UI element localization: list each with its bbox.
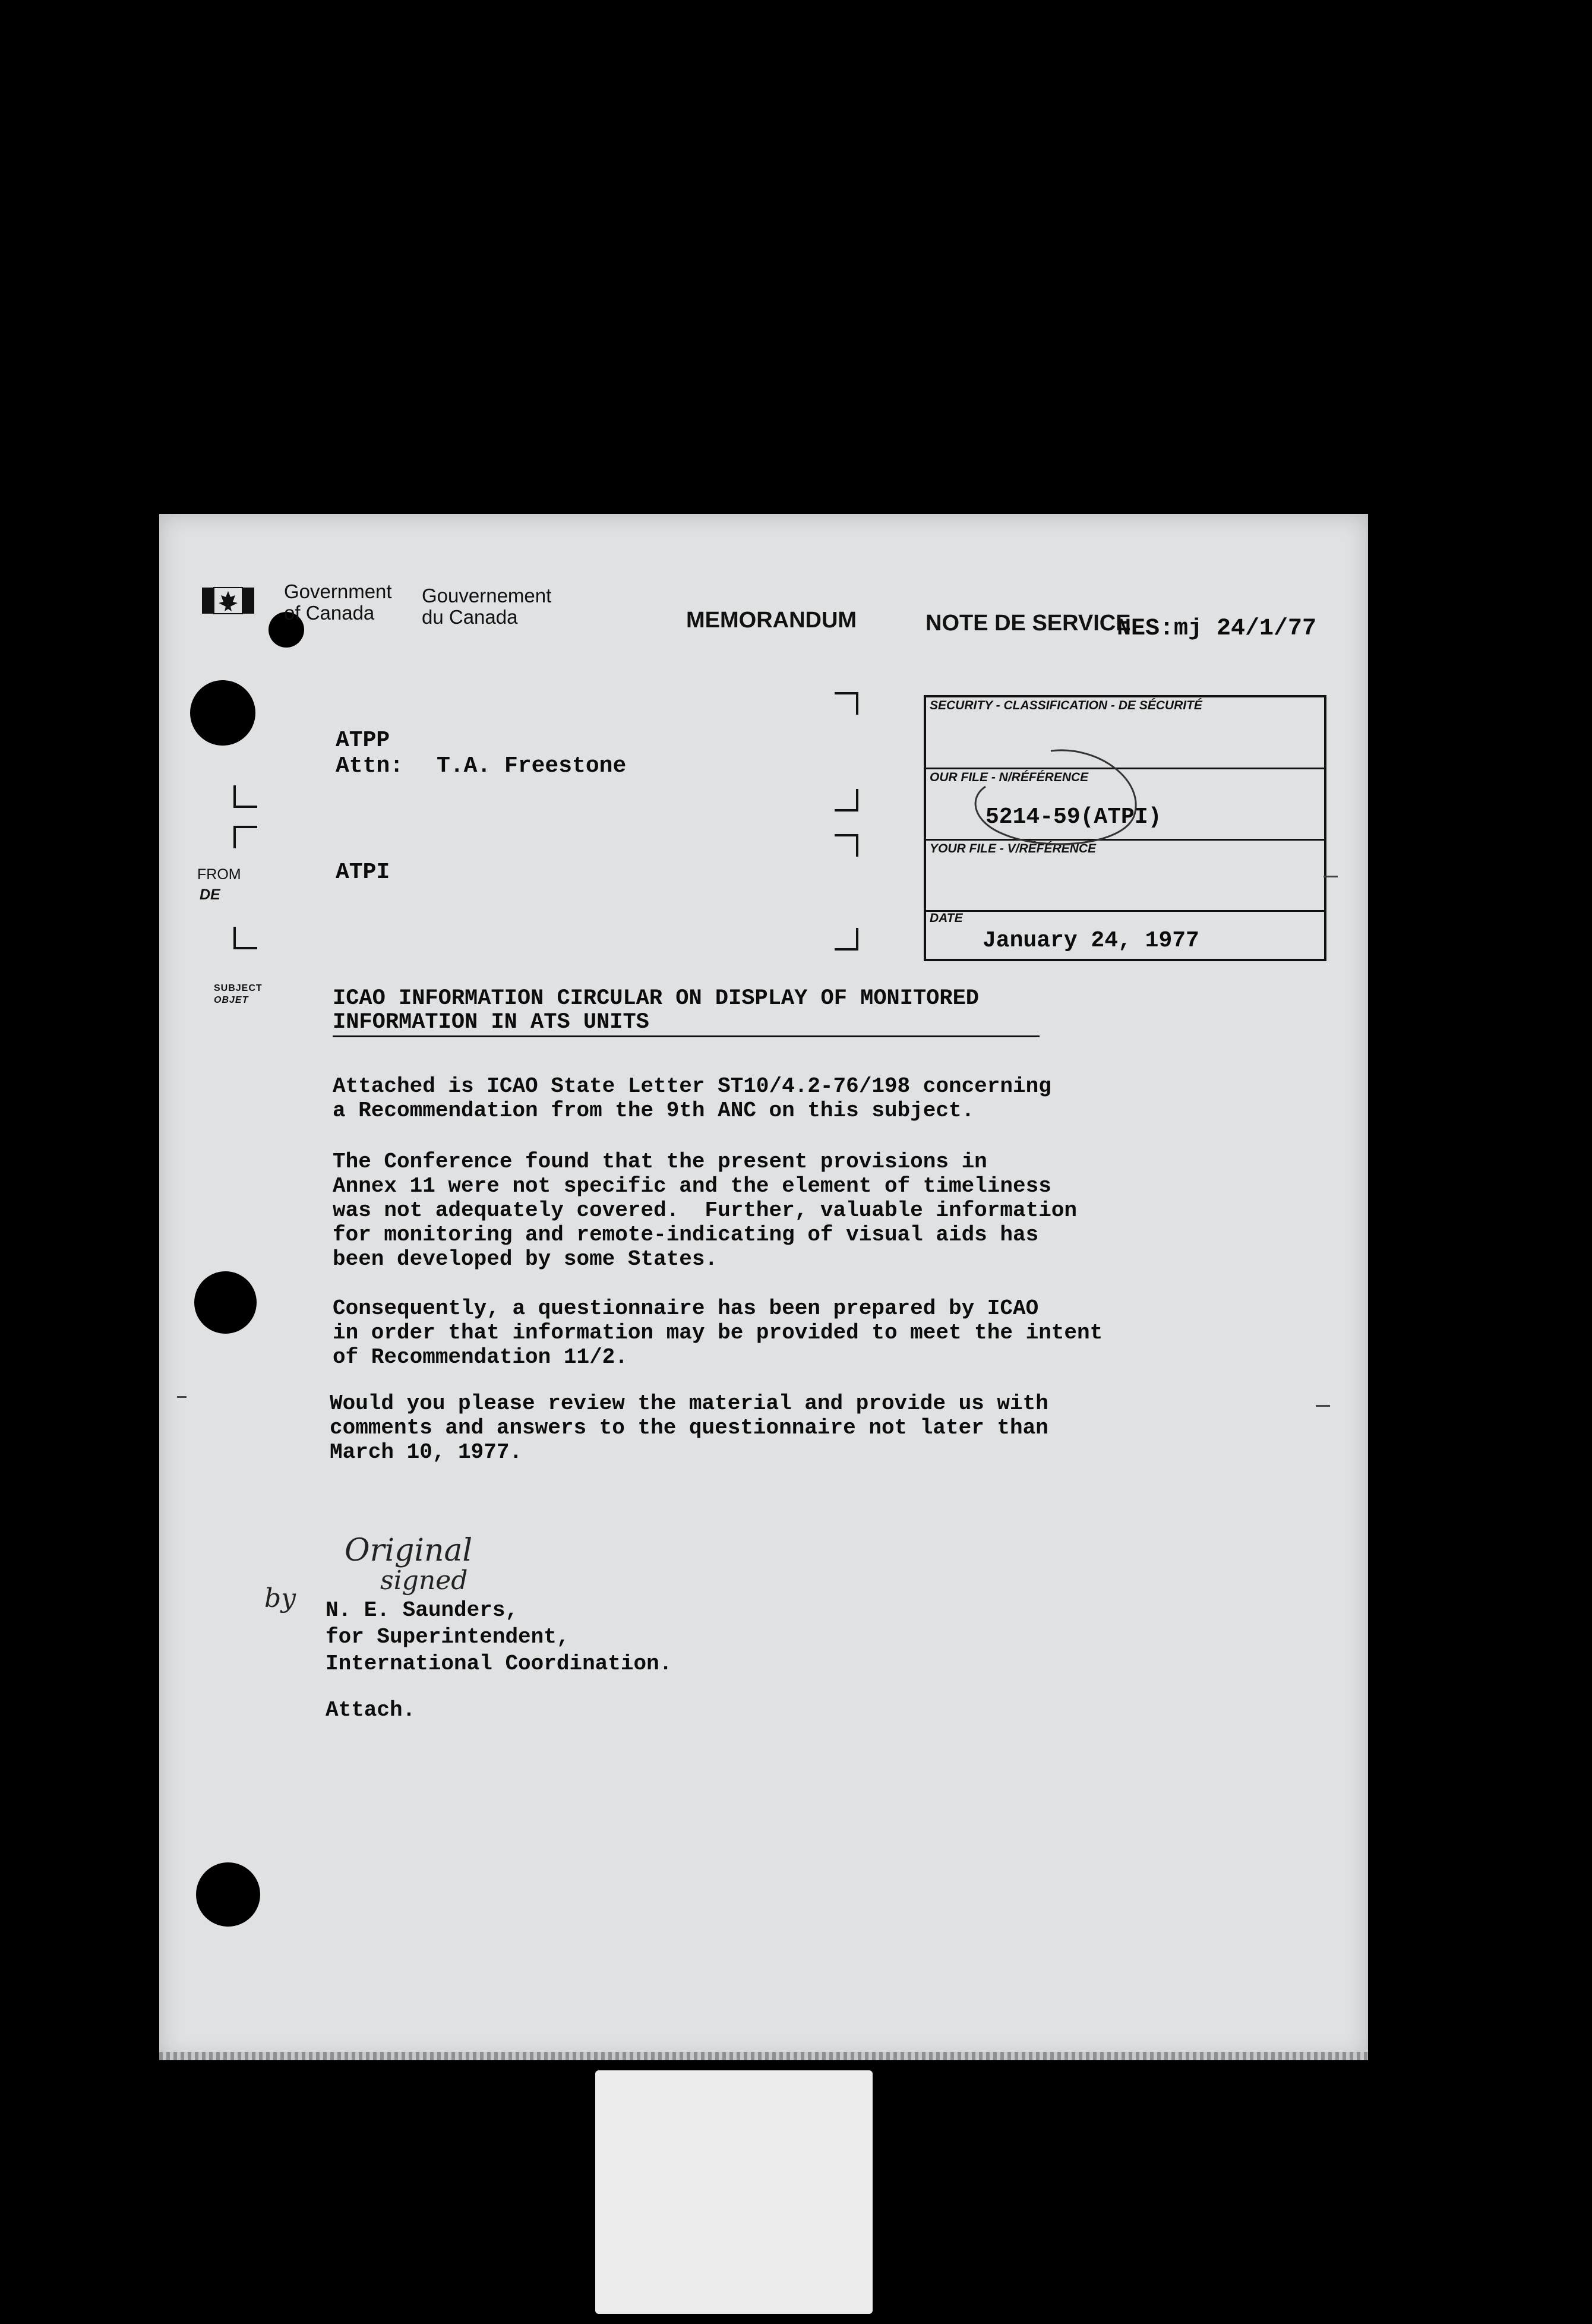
- handwritten-original: Original: [345, 1533, 473, 1568]
- hand-drawn-circle: [962, 733, 1164, 858]
- memo-title-en: MEMORANDUM: [686, 608, 857, 633]
- bracket-corner: [233, 927, 257, 949]
- our-file-label: OUR FILE - N/RÉFÉRENCE: [930, 771, 1089, 784]
- subject-line2: INFORMATION IN ATS UNITS: [333, 1010, 649, 1035]
- signatory-title-2: International Coordination.: [326, 1652, 672, 1676]
- paragraph-1: Attached is ICAO State Letter ST10/4.2-76/198 concerning a Recommendation from the 9th ANC on this subject.: [333, 1074, 1051, 1123]
- bracket-corner: [835, 928, 858, 951]
- paragraph-4: Would you please review the material and provide us with comments and answers to the questionnaire not later than March 10, 1977.: [330, 1391, 1048, 1464]
- our-file-value: 5214-59(ATPI): [985, 804, 1162, 830]
- subject-label-en: SUBJECT: [214, 983, 263, 993]
- to-line1: ATPP: [336, 728, 390, 753]
- paper-slip: [595, 2070, 873, 2314]
- date-label: DATE: [930, 911, 963, 925]
- file-reference-box: [924, 695, 1326, 961]
- gov-fr-line1: Gouvernement: [422, 585, 552, 607]
- memo-title-fr: NOTE DE SERVICE: [925, 611, 1131, 636]
- attn-label: Attn:: [336, 753, 404, 779]
- from-value: ATPI: [336, 860, 390, 885]
- attachment-note: Attach.: [326, 1698, 416, 1722]
- bracket-corner: [835, 789, 858, 811]
- your-file-label: YOUR FILE - V/RÉFÉRENCE: [930, 842, 1097, 855]
- paragraph-3: Consequently, a questionnaire has been prepared by ICAO in order that information may be provided to meet the intent of Recommendation 11/2.: [333, 1296, 1103, 1369]
- bracket-corner: [835, 692, 858, 715]
- gov-en-line2: of Canada: [284, 602, 375, 624]
- paragraph-2: The Conference found that the present provisions in Annex 11 were not specific and the element of timeliness was not adequately covered. Further, valuable information for monitoring and remote-indicating of visual aids has been developed by some States.: [333, 1150, 1078, 1271]
- subject-line1: ICAO INFORMATION CIRCULAR ON DISPLAY OF MONITORED: [333, 986, 979, 1011]
- paper-bottom-edge: [159, 2052, 1368, 2060]
- attn-name: T.A. Freestone: [437, 753, 627, 779]
- gov-en-line1: Government: [284, 580, 392, 602]
- from-label-en: FROM: [197, 866, 241, 883]
- subject-underline: [333, 1035, 1040, 1037]
- margin-tick: [1316, 1405, 1330, 1407]
- margin-tick: [1323, 876, 1338, 877]
- reference-code: NES:mj 24/1/77: [1117, 615, 1317, 642]
- punch-hole: [194, 1271, 257, 1334]
- punch-hole: [190, 680, 255, 746]
- subject-label-fr: OBJET: [214, 995, 249, 1005]
- margin-tick: [177, 1396, 187, 1398]
- security-label: SECURITY - CLASSIFICATION - DE SÉCURITÉ: [930, 699, 1202, 712]
- bracket-corner: [835, 834, 858, 857]
- punch-hole: [196, 1862, 260, 1927]
- bracket-corner: [233, 826, 257, 848]
- handwritten-initials: by: [264, 1583, 296, 1613]
- handwritten-signed: signed: [380, 1565, 468, 1596]
- canada-flag-icon: [201, 585, 255, 619]
- signatory-name: N. E. Saunders,: [326, 1598, 519, 1622]
- gov-fr-line2: du Canada: [422, 606, 518, 628]
- signatory-title-1: for Superintendent,: [326, 1625, 570, 1649]
- date-value: January 24, 1977: [983, 928, 1199, 953]
- bracket-corner: [233, 785, 257, 808]
- from-label-fr: DE: [200, 886, 220, 903]
